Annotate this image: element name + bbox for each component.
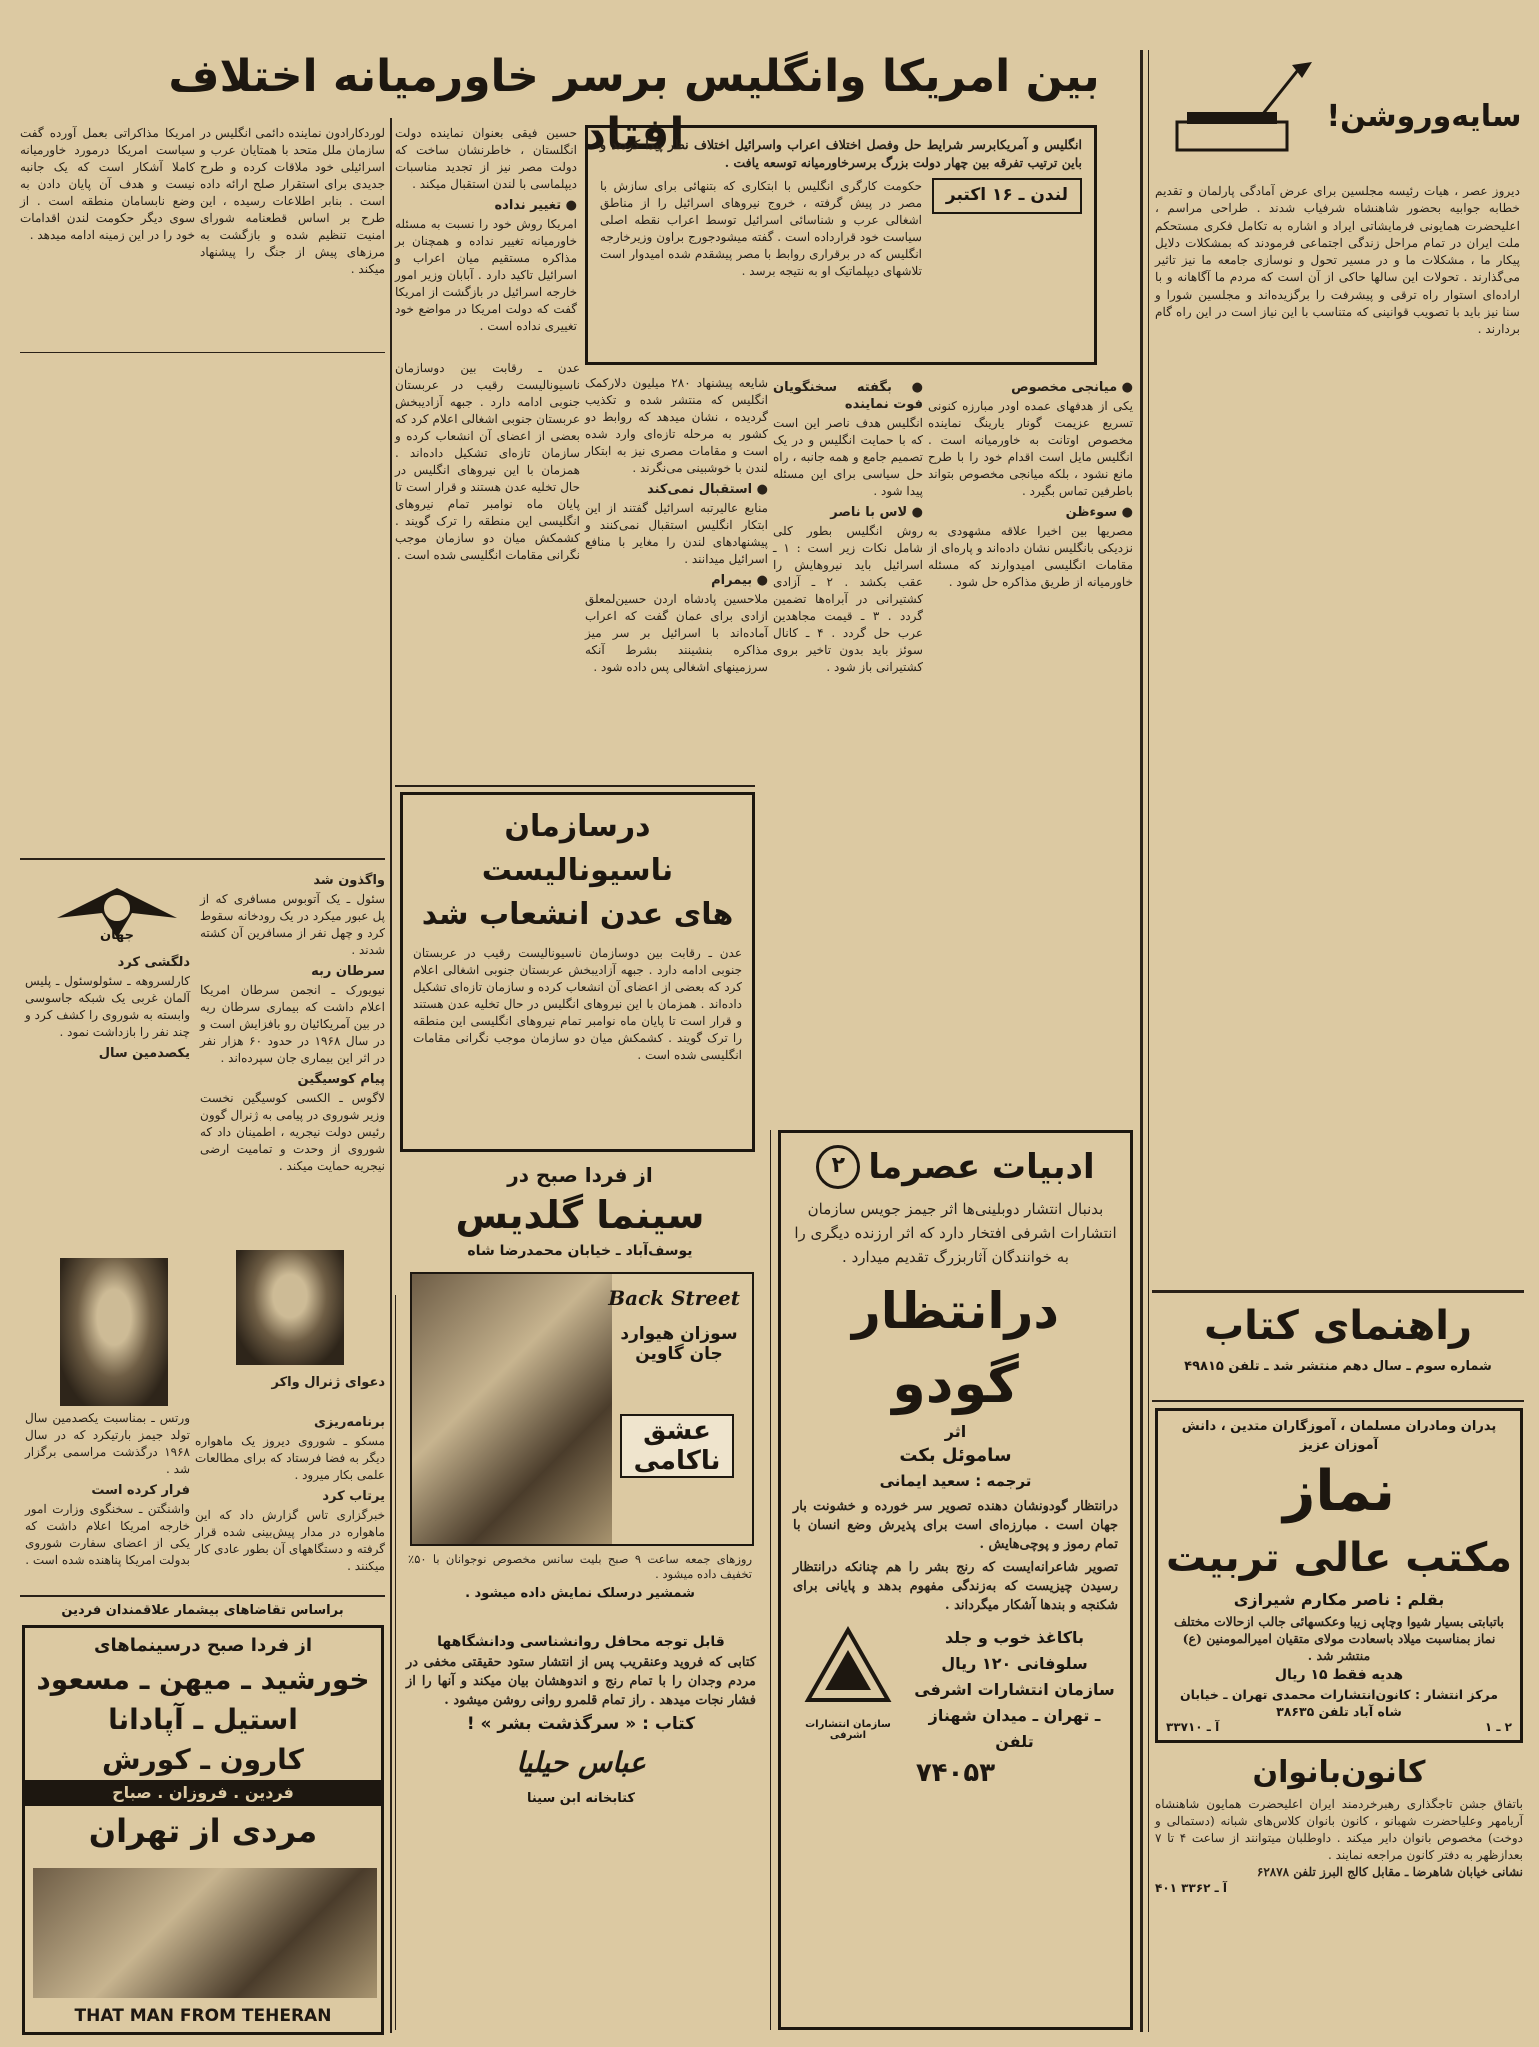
namaz-author: بقلم : ناصر مکارم شیرازی: [1233, 1590, 1445, 1609]
aden-headline-2: های عدن انشعاب شد: [421, 897, 734, 932]
main-headline: بین امریکا وانگلیس برسر خاورمیانه اختلاف افتاد: [168, 51, 1100, 160]
photo-heading: یکصدمین سال: [98, 1046, 190, 1061]
egypt-mid-left: لوردکارادون نماینده دائمی انگلیس در سازمان ملل متحد با همتایان عرب و اسرائیلی خود ملاقات کرده و طرح جدیدی برای استقرار صلح ارائه داده است . بنابر اطلاعات رسیده ، این طرح بر اساس قطعنامه شورای امنیت تنظیم شده و بازگشت به مرزهای پیش از جنگ را پیشنهاد میکند .: [200, 126, 385, 276]
psych-ad: [400, 1625, 762, 2030]
mianji-body: یکی از هدفهای عمده اودر مبارزه کنونی تسریع عزیمت گونار یارینگ نماینده مخصوص اوتانت به خاورمیانه است . انگلیس مایل است اقدام خود را با طرح مانع نشود ، بلکه میانجی مخصوص بتواند باطرفین تماس بگیرد .: [928, 399, 1133, 498]
suezghafi-title: ● سوءظن: [1065, 505, 1133, 520]
washington-title: واگذون شد: [313, 873, 385, 888]
fardin-title: مردی از تهران: [88, 1812, 318, 1850]
walker-photo: [236, 1250, 344, 1365]
farar-body: واشنگتن ـ سخنگوی وزارت امور خارجه امریکا اعلام داشت که یکی از اعضای سفارت شوروی بدولت امریکا پناهنده شده است .: [25, 1502, 190, 1567]
middle-col-a: [928, 375, 1133, 1175]
kanun-address: نشانی خیابان شاهرضا ـ مقابل کالج البرز تلفن ۶۲۸۷۸: [1256, 1865, 1523, 1879]
egypt-body: حسین فیقی بعنوان نماینده دولت انگلستان ، خاطرنشان ساخت که دولت مصر نیز از تجدید مناسبات دیپلماسی با لندن استقبال میکند .: [395, 126, 577, 191]
davat-title: دعوای ژنرال واکر: [271, 1375, 385, 1390]
davat-col: [200, 1370, 385, 1410]
adabiat-title: ادبیات عصرما: [868, 1147, 1095, 1187]
namaz-code: ۲ ـ ۱: [1484, 1720, 1512, 1734]
desk-quill-icon: [1152, 60, 1322, 170]
kanun-body: باتفاق جشن تاجگذاری رهبرخردمند ایران اعلیحضرت همایون شاهنشاه آریامهر وعلیاحضرت شهبانو ، کانون بانوان کلاس‌های شبانه (دستمالی و دوخت) مخصوص بانوان دایر میکند . داوطلبان میتوانند از ساعت ۴ تا ۷ بعدازظهر به دفتر کانون مراجعه نمایند .: [1155, 1797, 1524, 1862]
sartan-title: سرطان ربه: [311, 964, 385, 979]
aden-box: [400, 792, 755, 1152]
film-stars: سوزان هیوارد جان گاوین: [620, 1324, 738, 1364]
fardin-from-morning: از فردا صبح درسینماهای: [94, 1635, 312, 1656]
adabiat-ad: [778, 1130, 1133, 2030]
fardin-banner: براساس تقاضاهای بیشمار علاقمندان فردین: [61, 1603, 344, 1618]
cinema-from-tomorrow: از فردا صبح در: [507, 1163, 653, 1187]
washington-body: سئول ـ یک آتوبوس مسافری که از پل عبور میکرد در یک رودخانه سقوط کرد و چهل نفر از مسافرین آن کشته شدند .: [200, 892, 385, 957]
suezghafi-body: مصریها بین اخیرا علاقه مشهودی به نزدیکی بانگلیس نشان داده‌اند و پاره‌ای از مقامات انگلیسی امیدوارند که مسئله خاورمیانه از طریق مذاکره حل شود .: [928, 524, 1133, 589]
book-poem: تصویر شاعرانه‌ایست که رنج بشر را هم چنانکه درانتظار رسیدن چیزیست که به‌زندگی مفهوم بدهد و پایانی برای شکنجه و بندها آشکار میگرداند .: [793, 1560, 1118, 1613]
namaz-code2: آ ـ ۳۳۷۱۰: [1166, 1720, 1220, 1734]
payam-title: پیام کوسیگین: [297, 1072, 385, 1087]
las-title: ● لاس با ناصر: [830, 505, 923, 520]
yaraneh-body: خبرگزاری تاس گزارش داد که این ماهواره در مدار پیش‌بینی شده قرار گرفته و دستگاههای آن بطور عادی کار میکنند .: [195, 1508, 385, 1573]
esteghlal-body: منابع عالیرتبه اسرائیل گفتند از این ابتکار انگلیس استقبال نمی‌کنند و پیشنهادهای لندن را مغایر با منافع اسرائیل میدانند .: [585, 501, 768, 566]
davat-body-box: [200, 1240, 232, 1245]
kanun-ad: [1155, 1750, 1523, 2032]
psych-title: قابل توجه محافل روانشناسی ودانشگاهها: [437, 1634, 725, 1650]
aden-body: عدن ـ رقابت بین دوسازمان ناسیونالیست رقیب در عربستان جنوبی ادامه دارد . جبهه آزادیبخش عربستان جنوبی اشغالی اعلام کرد که بعضی از اعضای آن انشعاب کرده و سازمان تازه‌ای تشکیل داده‌اند . همزمان با این نیروهای انگلیس در حال تخلیه عدن هستند و قرار است تا پایان ماه نوامبر تمام نیروهای انگلیسی این منطقه را ترک گویند . کشمکش میان دو سازمان موجب نگرانی مقامات انگلیسی شده است .: [413, 946, 742, 1062]
publisher-logo-text: سازمان انتشارات اشرفی: [805, 1719, 891, 1741]
book-translator: ترجمه : سعید ایمانی: [879, 1472, 1032, 1490]
cinema-note: روزهای جمعه ساعت ۹ صبح بلیت سانس مخصوص نوجوانان با ۵۰٪ تخفیف داده میشود .: [408, 1552, 752, 1581]
namaz-price: هدیه فقط ۱۵ ریال: [1274, 1667, 1404, 1683]
book-author: ساموئل بکت: [899, 1445, 1012, 1466]
left-top-body: شایعه پیشنهاد ۲۸۰ میلیون دلارکمک انگلیس که منتشر شده و تکذیب گردیده ، نشان میدهد که روابط دو کشور به مرحله تازه‌ای وارد شده است و مقامات مصری نیز به ابتکار لندن با خوشبینی می‌نگرند .: [585, 376, 768, 475]
fardin-ad: [22, 1625, 384, 2035]
portrait-photo: [60, 1258, 168, 1406]
fardin-cinemas-1: خورشید ـ میهن ـ مسعود: [36, 1663, 370, 1696]
publisher-logo-icon: [803, 1625, 893, 1715]
middle-col-d-body: عدن ـ رقابت بین دوسازمان ناسیونالیست رقیب در عربستان جنوبی ادامه دارد . جبهه آزادیبخش عربستان جنوبی اشغالی اعلام کرد که بعضی از اعضای آن انشعاب کرده و سازمان تازه‌ای تشکیل داده‌اند . همزمان با این نیروهای انگلیس در حال تخلیه عدن هستند و قرار است تا پایان ماه نوامبر تمام نیروهای انگلیسی این منطقه را ترک گویند . کشمکش میان دو سازمان موجب نگرانی مقامات انگلیسی شده است .: [395, 361, 580, 562]
author-label: اثر: [944, 1422, 967, 1441]
lead-body: حکومت کارگری انگلیس با ابتکاری که بتنهائی برای سازش با مصر در پیش گرفته ، خروج نیروهای اسرائیل را از مناطق اشغالی عرب و شناسائی اسرائیل توسط اعراب نقطه اصلی سیاست خود قرارداده است . گفته میشودجورج براون وزیرخارجه انگلیس که در برقراری روابط با مصر پیشقدم شده امیدوار است تلاشهای دیپلماتیک او به نتیجه برسد .: [600, 179, 922, 278]
cinema-shamshir: شمشیر درسلک نمایش داده میشود .: [465, 1586, 695, 1601]
rahhal-title: ● بگفته سخنگویان فوت نماینده: [773, 380, 923, 412]
kard-title: دلگشی کرد: [117, 955, 190, 970]
taghir-body: امریکا روش خود را نسبت به مسئله خاورمیانه تغییر نداده و همچنان بر مذاکره مستقیم میان اعراب و اسرائیل تاکید دارد . آبابان وزیر امور خارجه اسرائیل در بازگشت از امریکا گفت که دولت امریکا در مواضع خود تغییری نداده است .: [395, 217, 577, 333]
fardin-poster: [33, 1868, 377, 1998]
esteghlal-title: ● استقبال نمی‌کند: [647, 482, 768, 497]
fardin-cinemas-3: کارون ـ کورش: [102, 1743, 304, 1776]
spy-col-right: [195, 1410, 385, 1592]
rahnama-issue: شماره سوم ـ سال دهم منتشر شد ـ تلفن ۴۹۸۱۵: [1184, 1359, 1492, 1374]
sayeh-title: سایه‌وروشن!: [1326, 99, 1522, 134]
kanun-code: آ ـ ۳۳۶۲ ۴۰۱: [1155, 1881, 1228, 1895]
farar-title: فرار کرده است: [91, 1483, 190, 1498]
aden-headline-1: درسازمان ناسیونالیست: [481, 809, 674, 888]
rahhal-body: انگلیس هدف ناصر این است که با حمایت انگلیس و در یک تصمیم جامع و همه جانبه ، راه حل سیاسی برای این مسئله پیدا شود .: [773, 416, 923, 498]
baz-title: برنامه‌ریزی: [313, 1415, 385, 1430]
film-title-en: Back Street: [608, 1286, 740, 1310]
photo-caption: ورتس ـ بمناسبت یکصدمین سال تولد جیمز بارتیکرد که در سال ۱۹۶۸ درگذشت مراسمی برگزار شد .: [25, 1411, 190, 1476]
sayeh-header: [1152, 50, 1524, 180]
cinema-poster: [412, 1274, 612, 1544]
middle-col-b: [773, 375, 923, 1175]
psych-publisher: کتابخانه ابن سینا: [526, 1791, 635, 1806]
namaz-desc: باتبابتی بسیار شیوا وچاپی زیبا وعکسهائی جالب ازحالات مختلف نماز بمناسبت میلاد باسعادت مولای متقیان امیرالمومنین (ع) منتشر شد .: [1173, 1614, 1504, 1663]
fardin-cinemas-2: استیل ـ آپادانا: [108, 1703, 298, 1736]
bimeram-title: ● بیمرام: [711, 573, 768, 588]
psych-book: کتاب : « سرگذشت بشر » !: [466, 1714, 696, 1734]
publisher-phone: ۷۴۰۵۳: [915, 1758, 996, 1788]
namaz-title-2: مکتب عالی تربیت: [1166, 1535, 1512, 1581]
cinema-ad: [400, 1160, 760, 1615]
namaz-ad: [1155, 1408, 1523, 1743]
mianji-title: ● میانجی مخصوص: [1011, 380, 1133, 395]
book-title-2: گودو: [892, 1352, 1019, 1415]
washington-col: [200, 868, 385, 1243]
book-title-1: درانتظار: [851, 1282, 1060, 1340]
book-price: باکاغذ خوب و جلد سلوفانی ۱۲۰ ریال سازمان انتشارات اشرفی ـ تهران ـ میدان شهناز تلفن: [914, 1628, 1115, 1751]
psych-body: کتابی که فروید وعنقریب پس از انتشار ستود حقیقتی مخفی در مردم وجدان را با تمام رنج و اندوهشان بیان میکند و آنها را از فشار نجات میدهد . راز تمام قلمرو روانی روشن میشود .: [406, 1655, 756, 1708]
rahnama-ad: [1152, 1296, 1524, 1396]
world-banner-label: جهان: [100, 928, 134, 943]
cinema-name: سینما گلدیس: [455, 1193, 705, 1237]
lead-box: [585, 125, 1097, 365]
namaz-audience: پدران ومادران مسلمان ، آموزگاران متدین ، دانش آموزان عزیز: [1181, 1419, 1497, 1453]
adabiat-number: ۲: [816, 1145, 860, 1189]
middle-col-d: [395, 360, 580, 780]
cinema-address: یوسف‌آباد ـ خیابان محمدرضا شاه: [467, 1243, 693, 1259]
egypt-far-left: امریکا مذاکراتی بعمل آورده گفت سیاست امریکا درمورد خاورمیانه کاملا آشکار است که یک جانبه نیست و هدف آن پایان دادن به وضع نابسامان منطقه است . از سوی دیگر حکومت لندن اقدامات خود را در این زمینه ادامه میدهد .: [20, 126, 195, 242]
film-title-fa: عشق ناکامی: [620, 1414, 734, 1478]
payam-body: لاگوس ـ الکسی کوسیگین نخست وزیر شوروی در پیامی به ژنرال گوون رئیس دولت نیجریه ، اطمینان داد که شوروی از وحدت و تمامیت ارضی نیجریه حمایت میکند .: [200, 1091, 385, 1173]
yaraneh-title: یرتاب کرد: [322, 1489, 385, 1504]
egypt-col: [395, 125, 577, 350]
adabiat-intro: بدنبال انتشار دوبلینی‌ها اثر جیمز جویس سازمان انتشارات اشرفی افتخار دارد که اثر ارزنده دیگری را به خوانندگان آثاربزرگ تقدیم میدارد .: [794, 1200, 1117, 1266]
bimeram-body: ملاحسین پادشاه اردن حسین‌لمعلق ازادی برای عمان گفت که اعراب آماده‌اند با اسرائیل بر سر میز مذاکره بنشینند بشرط آنکه سرزمینهای اشغالی پس داده شود .: [585, 592, 768, 674]
spy-col-lower: [25, 1410, 190, 1592]
psych-author: عباس حیلیا: [516, 1746, 646, 1779]
las-body: روش انگلیس بطور کلی شامل نکات زیر است : ۱ ـ اسرائیل باید نیروهایش را عقب بکشد . ۲ ـ آزادی کشتیرانی در آبراه‌ها تضمین گردد . ۳ ـ قیمت مجاهدین عرب حل گردد . ۴ ـ کانال سوئز باید بدون تاخیر بروی کشتیرانی باز شود .: [773, 524, 924, 674]
fardin-cast: فردین . فروزان . صباح: [25, 1780, 381, 1806]
fardin-title-en: THAT MAN FROM TEHERAN: [74, 2006, 332, 2026]
lead-summary: انگلیس و آمریکابرسر شرایط حل وفصل اختلاف اعراب واسرائیل اختلاف نظر پیدا کردند و باین ترتیب تفرقه بین چهار دولت بزرگ برسرخاورمیانه توسعه یافت .: [600, 137, 1082, 170]
taghir-title: ● تغییر نداده: [494, 198, 577, 213]
namaz-center: مرکز انتشار : کانون‌انتشارات محمدی تهران ـ خیابان شاه آباد تلفن ۳۸۶۳۵: [1179, 1687, 1499, 1719]
book-desc: درانتظار گودونشان دهنده تصویر سر خورده و خشونت بار جهان است . مبارزه‌ای است برای پذیرش وضع انسان با تمام رموز و پوچی‌هایش .: [793, 1499, 1118, 1552]
sartan-body: نیویورک ـ انجمن سرطان امریکا اعلام داشت که بیماری سرطان ریه در بین آمریکائیان رو بافزایش است و در سال ۱۹۶۸ در حدود ۶۰ هزار نفر در اثر این بیماری جان سپرده‌اند .: [200, 983, 385, 1065]
baz-body: مسکو ـ شوروی دیروز یک ماهواره دیگر به فضا فرستاد که برای مطالعات علمی بکار میرود .: [195, 1434, 385, 1482]
sayeh-body: دیروز عصر ، هیات رئیسه مجلسین برای عرض آمادگی پارلمان و تقدیم خطابه جوابیه بحضور شاهنشاه شرفیاب شدند . طراحی مراسم ، اعلیحضرت همایونی فرمایشاتی ایراد و اشاره به تکامل فکری مستحکم ملت ایران در تمام مراحل زندگی اجتماعی فرمودند که بمشکلات دلایل پیکار ما ، مشکلات ما و در مسیر تحول و نوسازی جامعه ما نیز تاثیر می‌گذارند . تحولات این سالها حاکی از آن است که مردم ما آگاهانه و با اراده‌ای استوار راه ترقی و پیشرفت را برگزیده‌اند و مجلسین شورا و سنا نیز باید با تصویب قوانینی که متناسب با این نیاز است در این راه گام بردارند .: [1155, 184, 1520, 337]
namaz-title-1: نماز: [1283, 1459, 1395, 1524]
world-banner: [42, 868, 192, 948]
kard-body: کارلسروهه ـ سئولوسئول ـ پلیس آلمان غربی یک شبکه جاسوسی وابسته به شوروی را کشف کرد و چند نفر را بازداشت نمود .: [25, 974, 190, 1039]
dateline: لندن ـ ۱۶ اکتبر: [932, 178, 1082, 214]
kanun-title: کانون‌بانوان: [1252, 1755, 1426, 1790]
rahnama-title: راهنمای کتاب: [1203, 1303, 1473, 1349]
spy-col: [25, 950, 190, 1250]
